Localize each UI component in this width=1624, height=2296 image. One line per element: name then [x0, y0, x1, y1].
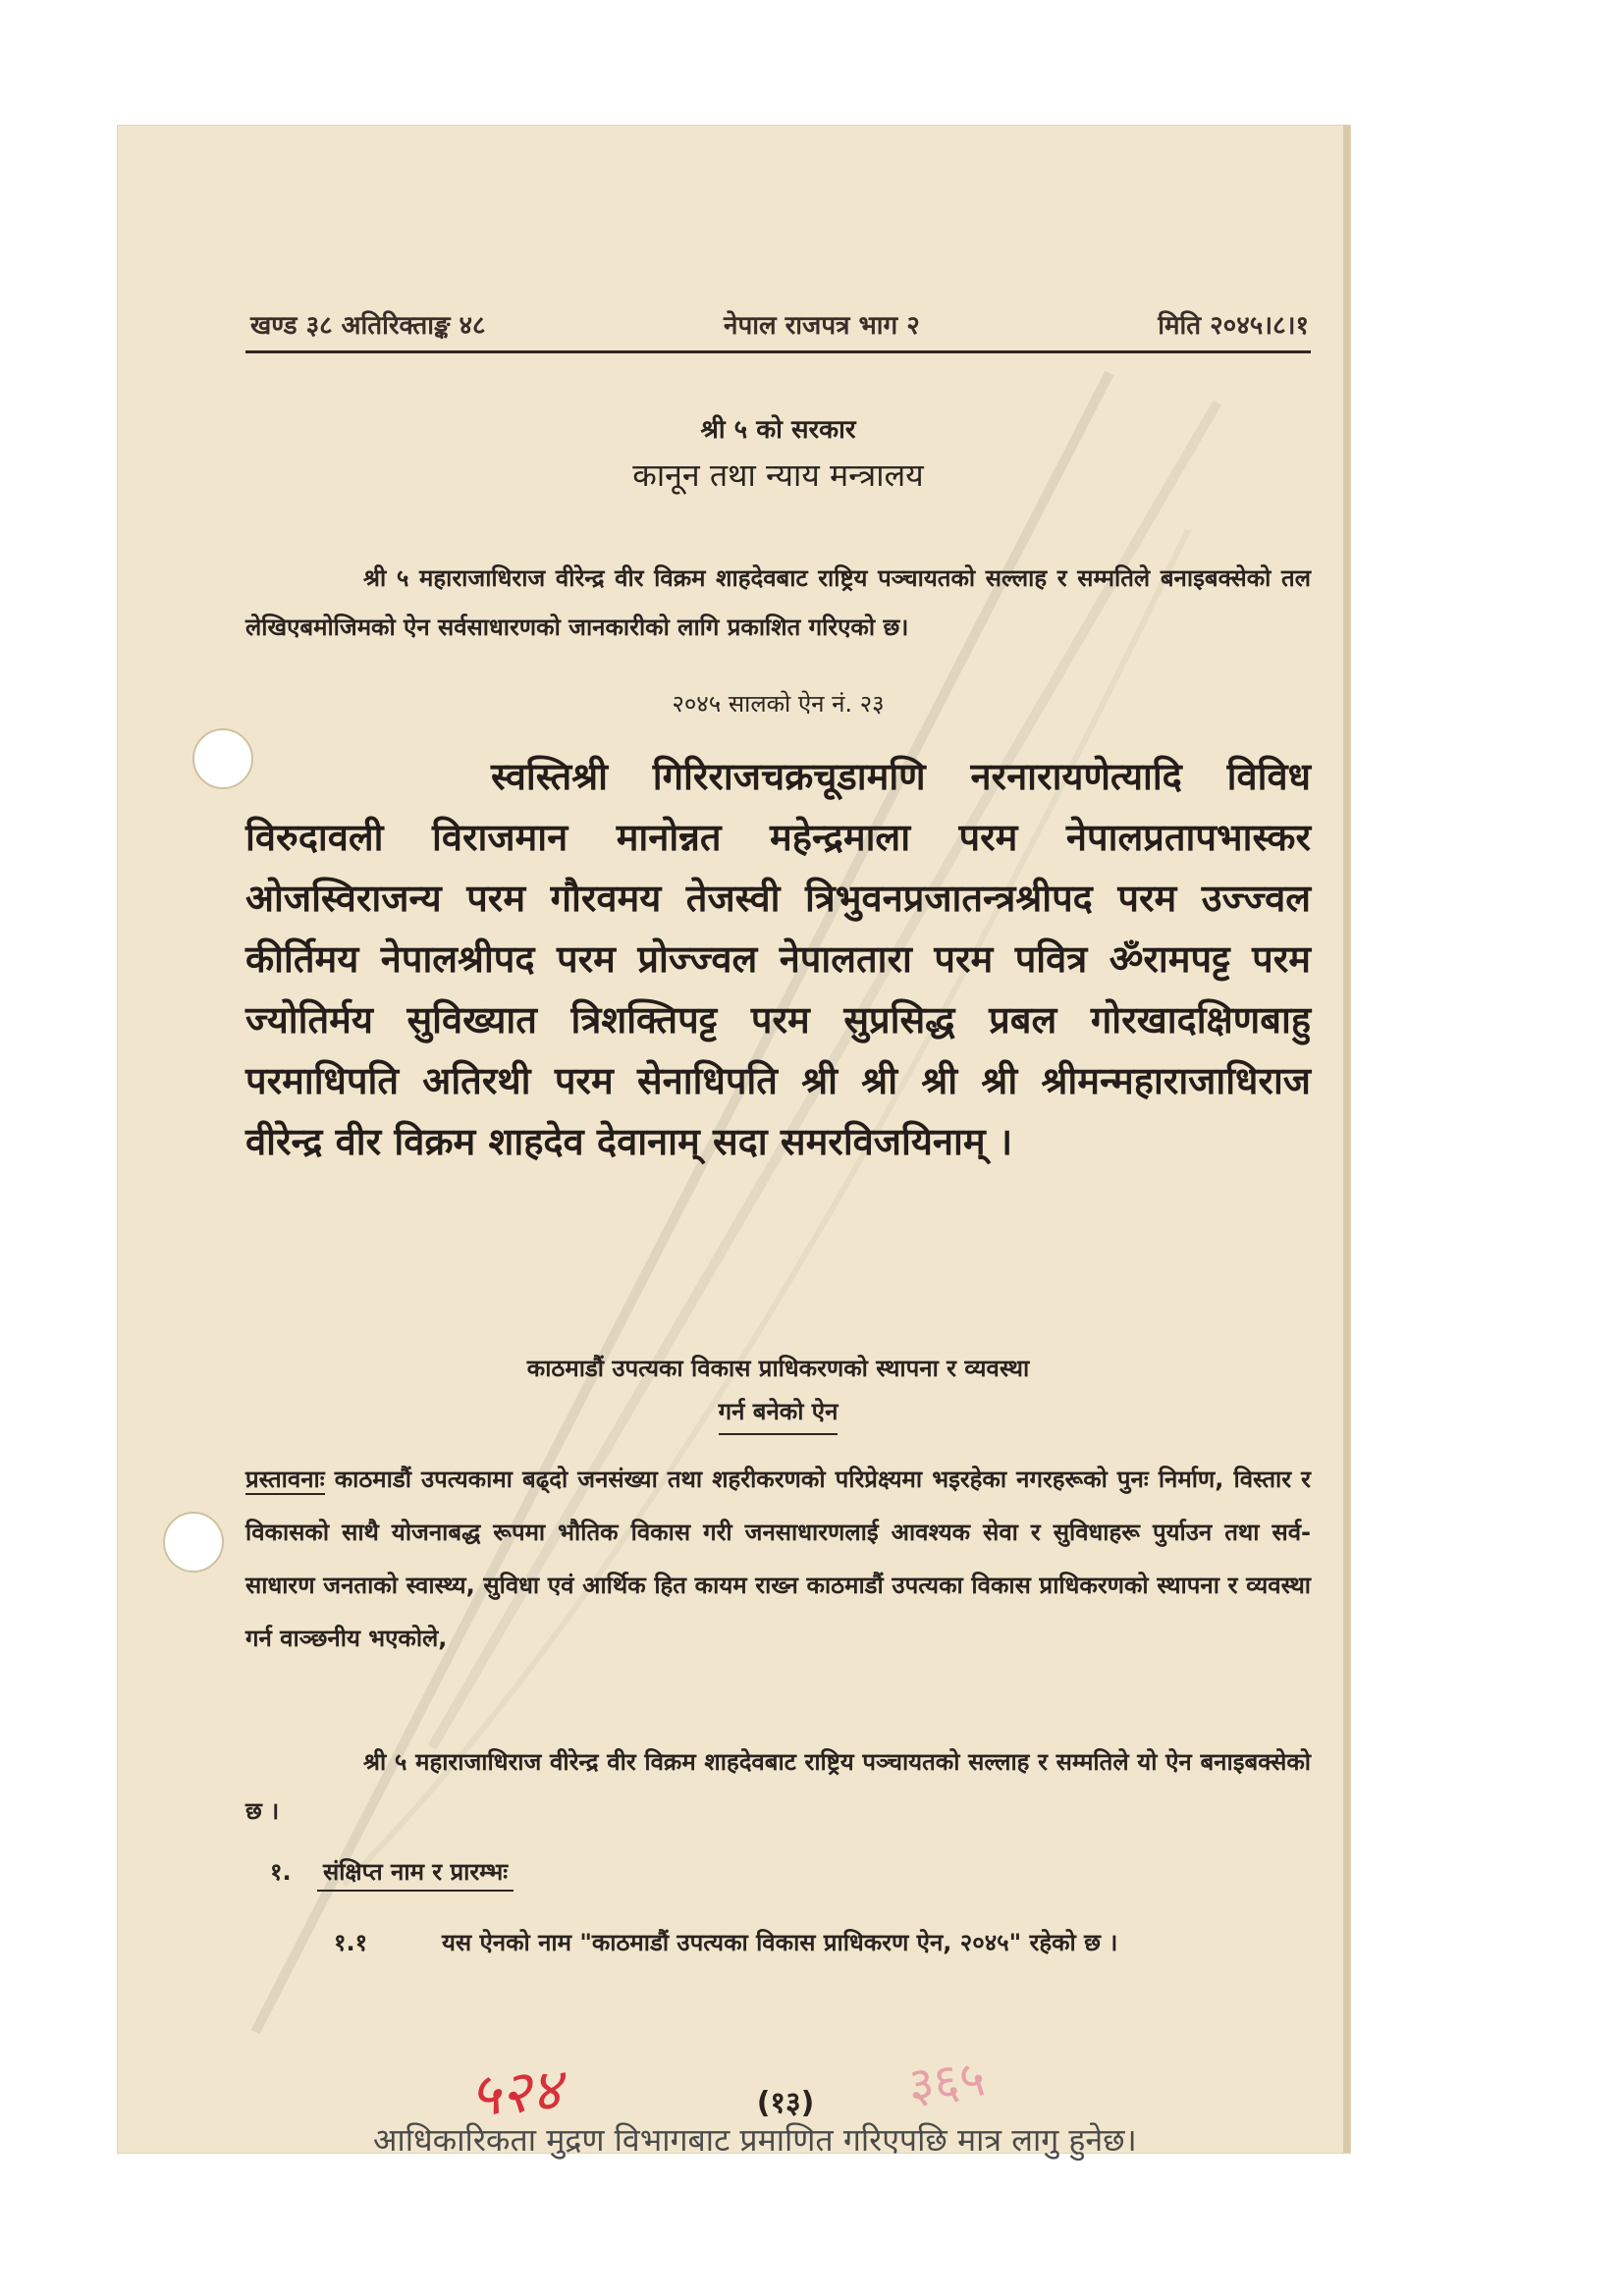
preamble-paragraph: [245, 1453, 1311, 1665]
act-title-line-1: काठमाडौं उपत्यका विकास प्राधिकरणको स्थापना र व्यवस्था: [526, 1355, 1030, 1382]
punch-hole-top: [192, 728, 253, 789]
section-number: १.: [270, 1858, 292, 1886]
gazette-publication: नेपाल राजपत्र भाग २: [724, 311, 920, 341]
handwritten-number-pink: ३६५: [905, 2050, 989, 2114]
act-title: [245, 1347, 1311, 1435]
preamble-text: काठमाडौं उपत्यकामा बढ्दो जनसंख्या तथा शहरीकरणको परिप्रेक्ष्यमा भइरहेका नगरहरूको पुनः निर्माण, विस्तार र विकासको साथै योजनाबद्ध रूपमा भौतिक विकास गरी जनसाधारणलाई आवश्यक सेवा र सुविधाहरू पुर्याउन तथा सर्व-साधारण जनताको स्वास्थ्य, सुविधा एवं आर्थिक हित कायम राख्न काठमाडौं उपत्यका विकास प्राधिकरणको स्थापना र व्यवस्था गर्न वाञ्छनीय भएकोले,: [245, 1466, 1311, 1652]
preamble-label: प्रस्तावनाः: [245, 1466, 325, 1493]
ministry-title: कानून तथा न्याय मन्त्रालय: [632, 456, 924, 494]
page-number: (१३): [756, 2086, 815, 2120]
clause-text: यस ऐनको नाम "काठमाडौं उपत्यका विकास प्राधिकरण ऐन, २०४५" रहेको छ ।: [442, 1929, 1118, 1956]
government-title: श्री ५ को सरकार: [700, 415, 856, 445]
gazette-date: मिति २०४५।८।१: [1158, 311, 1309, 341]
header-rule: [245, 350, 1311, 353]
page-edge: [1343, 126, 1350, 2153]
intro-paragraph: श्री ५ महाराजाधिराज वीरेन्द्र वीर विक्रम शाहदेवबाट राष्ट्रिय पञ्चायतको सल्लाह र सम्मतिले बनाइबक्सेको तल लेखिएबमोजिमको ऐन सर्वसाधारणको जानकारीको लागि प्रकाशित गरिएको छ।: [245, 564, 1311, 641]
clause-number: १.१: [334, 1929, 368, 1956]
enactment-clause: श्री ५ महाराजाधिराज वीरेन्द्र वीर विक्रम शाहदेवबाट राष्ट्रिय पञ्चायतको सल्लाह र सम्मतिले यो ऐन बनाइबक्सेको छ ।: [245, 1748, 1311, 1825]
punch-hole-bottom: [163, 1512, 224, 1573]
clause-1-1: [334, 1916, 1311, 1969]
authenticity-footer-note: आधिकारिकता मुद्रण विभागबाट प्रमाणित गरिएपछि मात्र लागु हुनेछ।: [373, 2121, 1137, 2159]
handwritten-number-red: ५२४: [466, 2055, 565, 2131]
royal-preamble: स्वस्तिश्री गिरिराजचक्रचूडामणि नरनारायणेत्यादि विविध विरुदावली विराजमान मानोन्नत महेन्द्रमाला परम नेपालप्रतापभास्कर ओजस्विराजन्य परम गौरवमय तेजस्वी त्रिभुवनप्रजातन्त्रश्रीपद परम उज्ज्वल कीर्तिमय नेपालश्रीपद परम प्रोज्ज्वल नेपालतारा परम पवित्र ॐरामपट्ट परम ज्योतिर्मय सुविख्यात त्रिशक्तिपट्ट परम सुप्रसिद्ध प्रबल गोरखादक्षिणबाहु परमाधिपति अतिरथी परम सेनाधिपति श्री श्री श्री श्री श्रीमन्महाराजाधिराज वीरेन्द्र वीर विक्रम शाहदेव देवानाम् सदा समरविजयिनाम् ।: [245, 754, 1311, 1163]
gazette-volume: खण्ड ३८ अतिरिक्ताङ्क ४८: [250, 311, 486, 341]
gazette-header: [250, 294, 1309, 342]
act-title-line-2: गर्न बनेको ऐन: [719, 1390, 839, 1435]
section-title: संक्षिप्त नाम र प्रारम्भः: [317, 1858, 514, 1892]
section-heading: [270, 1855, 514, 1888]
act-number: २०४५ सालको ऐन नं. २३: [672, 690, 885, 718]
